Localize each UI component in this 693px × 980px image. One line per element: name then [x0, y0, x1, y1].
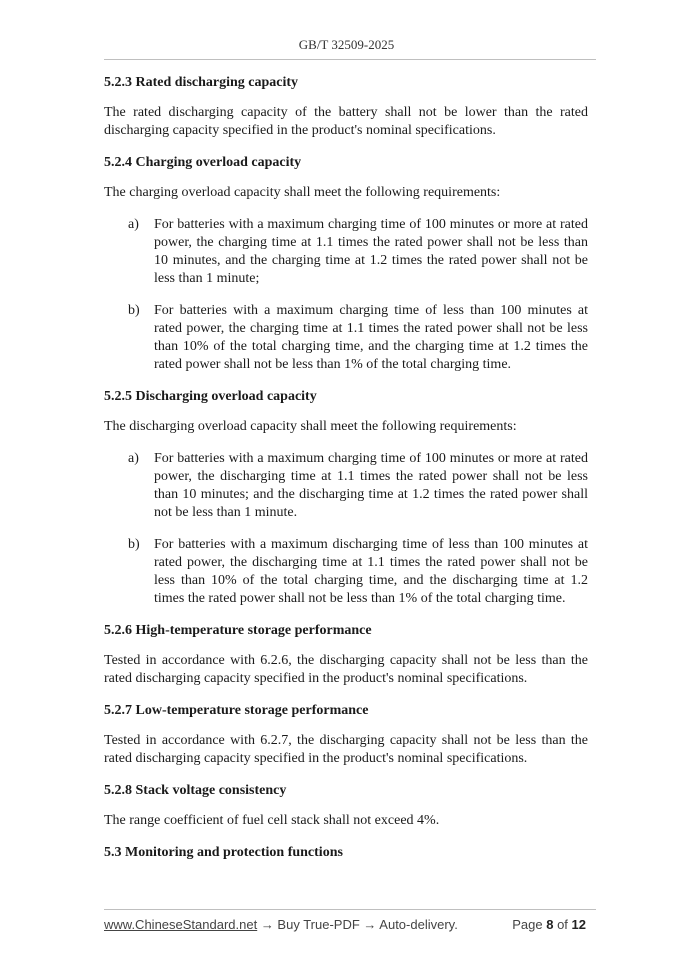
requirements-list-5-2-4: [104, 216, 588, 374]
list-marker: a): [128, 217, 139, 232]
section-heading-5-2-5: 5.2.5 Discharging overload capacity: [104, 389, 317, 404]
page-footer: [104, 917, 586, 935]
section-heading-5-2-4: 5.2.4 Charging overload capacity: [104, 155, 302, 170]
list-marker: b): [128, 537, 140, 552]
page-header: GB/T 32509-2025: [298, 37, 395, 52]
footer-promo: [104, 917, 458, 932]
footer-promo-text: → Buy True-PDF → Auto-delivery.: [257, 917, 458, 932]
page-number: 8: [546, 917, 554, 932]
section-body-5-2-3: The rated discharging capacity of the battery shall not be lower than the rated discharging capacity specified in the product's nominal specifications.: [104, 105, 588, 138]
section-body-5-2-8: The range coefficient of fuel cell stack shall not exceed 4%.: [104, 813, 440, 828]
section-body-5-2-6: Tested in accordance with 6.2.6, the discharging capacity shall not be less than the rated discharging capacity specified in the product's nominal specifications.: [104, 653, 588, 686]
footer-divider: [104, 909, 596, 910]
list-item-text: For batteries with a maximum charging time of 100 minutes or more at rated power, the discharging time at 1.1 times the rated power shall not be less than 10 minutes; and the discharging time at 1.2 times the rated power shall not be less than 1 minute.: [154, 451, 588, 520]
section-heading-5-3: 5.3 Monitoring and protection functions: [104, 845, 343, 860]
of-word: of: [557, 917, 568, 932]
header-divider: [104, 59, 596, 60]
section-heading-5-2-6: 5.2.6 High-temperature storage performance: [104, 623, 372, 638]
requirements-list-5-2-5: [104, 450, 588, 608]
page-indicator: [512, 917, 586, 932]
section-heading-5-2-7: 5.2.7 Low-temperature storage performance: [104, 703, 369, 718]
page-total: 12: [571, 917, 586, 932]
section-body-5-2-7: Tested in accordance with 6.2.7, the discharging capacity shall not be less than the rated discharging capacity specified in the product's nominal specifications.: [104, 733, 588, 766]
section-heading-5-2-3: 5.2.3 Rated discharging capacity: [104, 75, 299, 90]
list-marker: b): [128, 303, 140, 318]
list-marker: a): [128, 451, 139, 466]
list-item: [104, 216, 588, 288]
list-item-text: For batteries with a maximum discharging time of less than 100 minutes at rated power, the discharging time at 1.1 times the rated power shall not be less than 10% of the total charging time, and the discharging time at 1.2 times the rated power shall not be less than 1% of the total charging time.: [154, 537, 588, 606]
website-link[interactable]: www.ChineseStandard.net: [104, 917, 258, 932]
section-intro-5-2-5: The discharging overload capacity shall meet the following requirements:: [104, 419, 517, 434]
page-word: Page: [512, 917, 543, 932]
section-heading-5-2-8: 5.2.8 Stack voltage consistency: [104, 783, 287, 798]
section-intro-5-2-4: The charging overload capacity shall meet the following requirements:: [104, 185, 501, 200]
list-item-text: For batteries with a maximum charging time of 100 minutes or more at rated power, the charging time at 1.1 times the rated power shall not be less than 10 minutes, and the charging time at 1.2 times the rated power shall not be less than 1 minute;: [154, 217, 588, 286]
list-item-text: For batteries with a maximum charging time of less than 100 minutes at rated power, the charging time at 1.1 times the rated power shall not be less than 10% of the total charging time, and the charging time at 1.2 times the rated power shall not be less than 1% of the total charging time.: [154, 303, 588, 372]
list-item: [104, 302, 588, 374]
list-item: [104, 450, 588, 522]
document-body: [104, 74, 588, 874]
list-item: [104, 536, 588, 608]
